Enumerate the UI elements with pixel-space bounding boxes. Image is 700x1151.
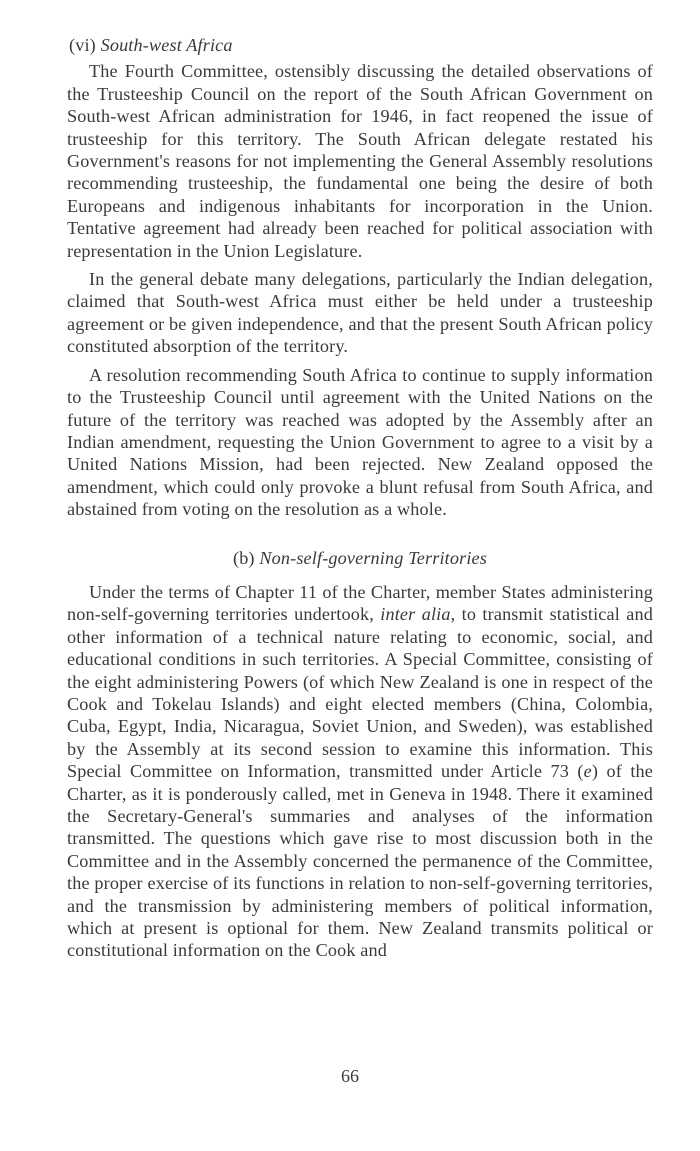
paragraph: A resolution recommending South Africa to continue to supply information to the Trusteeship Council until agreement with the United Nations on the future of the territory was reached was adopted by the Assembly after an Indian amendment, requesting the Union Government to agree to a visit by a United Nations Mission, had been rejected. New Zealand opposed the amendment, which could only provoke a blunt refusal from South Africa, and abstained from voting on the resolution as a whole.: [67, 364, 653, 520]
italic-letter: e: [583, 761, 592, 782]
paragraph-text: , to transmit statistical and other information of a technical nature relating to economic, social, and educational conditions in such territories. A Special Committee, consisting of the eight administering Powers (of which New Zealand is one in respect of the Cook and Tokelau Islands) and eight elected members (China, Colombia, Cuba, Egypt, India, Nicaragua, Soviet Union, and Sweden), was established by the Assembly at its second session to examine this information. This Special Committee on Information, transmitted under Article 73 (: [67, 604, 653, 782]
section-title: Non-self-governing Territories: [259, 547, 487, 568]
paragraph-text: Under the terms of Chapter 11 of the Charter, member States administering non-self-governing territories undertook,: [67, 581, 653, 625]
paragraph: In the general debate many delegations, particularly the Indian delegation, claimed that South-west Africa must either be held under a trusteeship agreement or be given independence, and that the present South African policy constituted absorption of the territory.: [67, 269, 653, 357]
paragraph: The Fourth Committee, ostensibly discussing the detailed observations of the Trusteeship Council on the report of the South African Government on South-west African administration for 1946, in fact reopened the issue of trusteeship for this territory. The South African delegate restated his Government's reasons for not implementing the General Assembly resolutions recommending trusteeship, the fundamental one being the desire of both Europeans and indigenous inhabitants for incorporation in the Union. Tentative agreement had already been reached for political association with representation in the Union Legislature.: [67, 61, 653, 261]
section-letter: (b): [232, 547, 255, 568]
paragraph-text: ) of the Charter, as it is ponderously called, met in Geneva in 1948. There it examined the Secretary-General's summaries and analyses of the information transmitted. The questions which gave rise to most discussion both in the Committee and in the Assembly concerned the permanence of the Committee, the proper exercise of its functions in relation to non-self-governing territories, and the transmission by administering members of political information, which at present is optional for them. New Zealand transmits political or constitutional information on the Cook and: [67, 761, 653, 961]
page-body: [67, 34, 653, 962]
page-number: 66: [341, 1066, 359, 1086]
section-heading-vi: [67, 34, 653, 56]
section-title: South-west Africa: [100, 35, 233, 55]
section-heading-b: [67, 547, 653, 569]
paragraph: [67, 581, 653, 962]
italic-phrase: inter alia: [380, 604, 451, 625]
section-number: (vi): [69, 35, 96, 55]
